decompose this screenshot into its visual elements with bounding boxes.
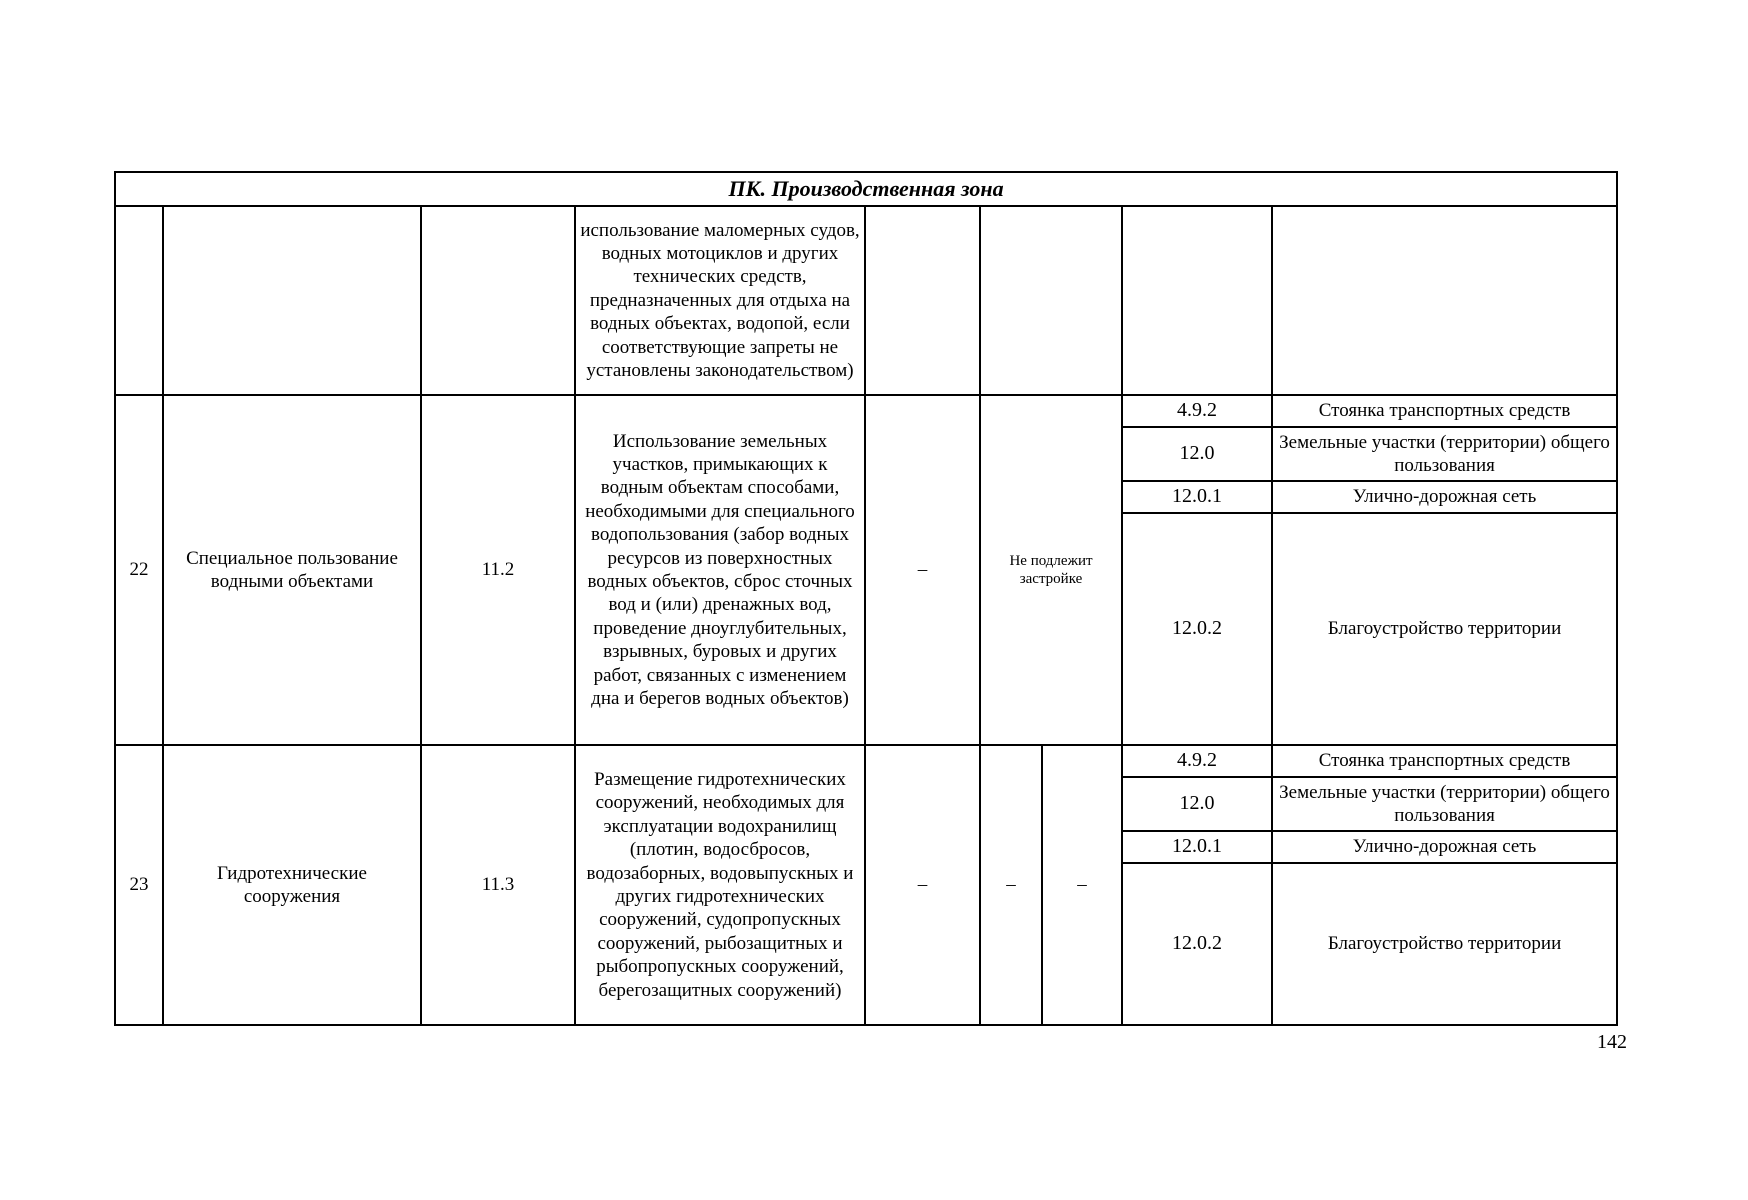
row-number: 22 bbox=[115, 395, 163, 745]
page-number: 142 bbox=[1597, 1031, 1627, 1053]
row-number-cell bbox=[115, 206, 163, 395]
name-cell bbox=[163, 206, 421, 395]
table-row bbox=[115, 745, 1617, 777]
col6b-value: – bbox=[1042, 745, 1122, 1025]
col6-cell bbox=[980, 206, 1122, 395]
use-name: Гидротехнические сооружения bbox=[163, 745, 421, 1025]
aux-code: 12.0.2 bbox=[1122, 863, 1272, 1025]
use-code: 11.3 bbox=[421, 745, 575, 1025]
aux-name: Стоянка транспортных средств bbox=[1272, 395, 1617, 427]
aux-name: Благоустройство территории bbox=[1272, 513, 1617, 745]
aux-name: Благоустройство территории bbox=[1272, 863, 1617, 1025]
aux-name-cell bbox=[1272, 206, 1617, 395]
use-name: Специальное пользование водными объектами bbox=[163, 395, 421, 745]
aux-name: Земельные участки (территории) общего пользования bbox=[1272, 777, 1617, 831]
aux-code: 12.0.1 bbox=[1122, 831, 1272, 863]
use-description: Использование земельных участков, примыкающих к водным объектам способами, необходимыми для специального водопользования (забор водных ресурсов из поверхностных водных объектов, сброс сточных вод и (или) дренажных вод, проведение дноуглубительных, взрывных, буровых и других работ, связанных с изменением дна и берегов водных объектов) bbox=[575, 395, 865, 745]
aux-code: 12.0.1 bbox=[1122, 481, 1272, 513]
aux-code: 12.0 bbox=[1122, 427, 1272, 481]
zone-title: ПК. Производственная зона bbox=[115, 172, 1617, 206]
aux-code-cell bbox=[1122, 206, 1272, 395]
table-row bbox=[115, 206, 1617, 395]
aux-name: Стоянка транспортных средств bbox=[1272, 745, 1617, 777]
aux-code: 12.0 bbox=[1122, 777, 1272, 831]
aux-code: 4.9.2 bbox=[1122, 395, 1272, 427]
aux-code: 12.0.2 bbox=[1122, 513, 1272, 745]
col6a-value: – bbox=[980, 745, 1042, 1025]
use-code: 11.2 bbox=[421, 395, 575, 745]
col5-value: – bbox=[865, 745, 980, 1025]
aux-name: Земельные участки (территории) общего пользования bbox=[1272, 427, 1617, 481]
table-row bbox=[115, 395, 1617, 427]
zone-header-row bbox=[115, 172, 1617, 206]
use-description: Размещение гидротехнических сооружений, необходимых для эксплуатации водохранилищ (плотин, водосбросов, водозаборных, водовыпускных и других гидротехнических сооружений, судопропускных сооружений, рыбозащитных и рыбопропускных сооружений, берегозащитных сооружений) bbox=[575, 745, 865, 1025]
zoning-table bbox=[114, 171, 1618, 1026]
aux-code: 4.9.2 bbox=[1122, 745, 1272, 777]
row-number: 23 bbox=[115, 745, 163, 1025]
description-cell: использование маломерных судов, водных мотоциклов и других технических средств, предназначенных для отдыха на водных объектах, водопой, если соответствующие запреты не установлены законодательством) bbox=[575, 206, 865, 395]
code-cell bbox=[421, 206, 575, 395]
col5-cell bbox=[865, 206, 980, 395]
aux-name: Улично-дорожная сеть bbox=[1272, 481, 1617, 513]
col5-value: – bbox=[865, 395, 980, 745]
aux-name: Улично-дорожная сеть bbox=[1272, 831, 1617, 863]
col6-value: Не подлежит застройке bbox=[980, 395, 1122, 745]
